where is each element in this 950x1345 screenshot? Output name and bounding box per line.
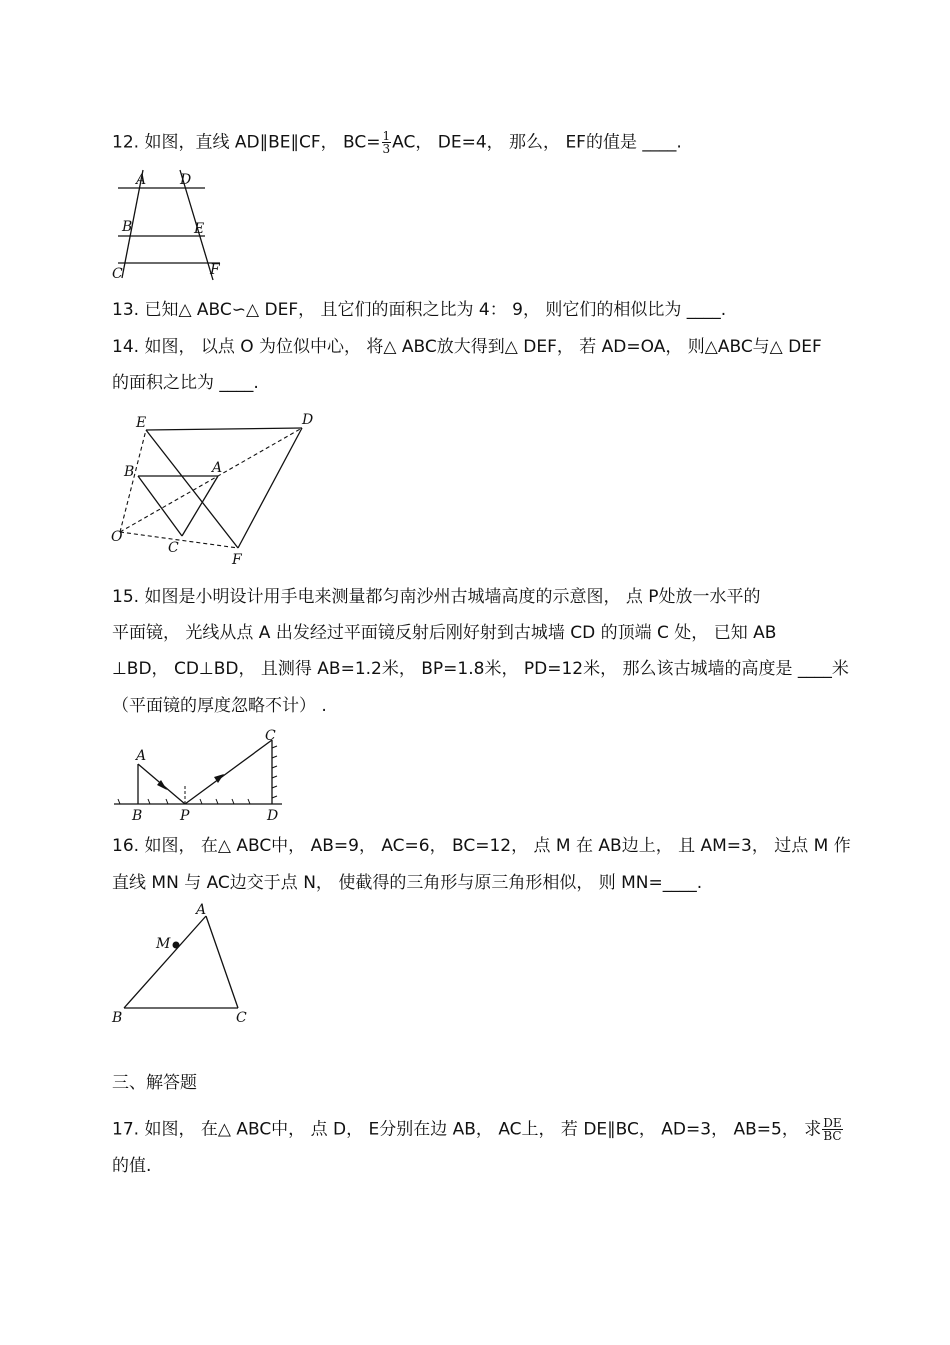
- q12-label-f: F: [210, 262, 220, 278]
- q12-frac-den: 3: [382, 142, 391, 156]
- q16-line1: 16. 如图， 在△ ABC中， AB=9， AC=6， BC=12， 点 M 在 AB边上， 且 AM=3， 过点 M 作: [112, 836, 851, 856]
- q12-frac-num: 1: [382, 129, 391, 143]
- q15-label-d: D: [267, 808, 279, 824]
- q12-label-e: E: [194, 221, 205, 237]
- q17-prefix: 17. 如图， 在△ ABC中， 点 D， E分别在边 AB， AC上， 若 DE∥BC， AD=3， AB=5， 求: [112, 1119, 822, 1140]
- q15-label-b: B: [132, 808, 143, 824]
- q16-label-c: C: [236, 1010, 247, 1026]
- q15-line4: （平面镜的厚度忽略不计） .: [112, 696, 327, 716]
- q12-suffix: AC， DE=4， 那么， EF的值是 ____.: [392, 132, 682, 153]
- q12-fraction: [382, 130, 392, 155]
- q12-label-b: B: [122, 219, 133, 235]
- q17-line2: 的值.: [112, 1156, 152, 1176]
- q15-label-p: P: [180, 808, 190, 824]
- q14-label-d: D: [302, 412, 314, 428]
- q16-label-a: A: [196, 902, 207, 918]
- q12-label-d: D: [180, 172, 192, 188]
- q14-label-a: A: [212, 460, 223, 476]
- q14-figure: [110, 410, 320, 568]
- q15-line1: 15. 如图是小明设计用手电来测量都匀南沙州古城墙高度的示意图， 点 P处放一水平的: [112, 587, 761, 607]
- q17-fraction: [822, 1117, 842, 1142]
- q17-frac-den: BC: [823, 1129, 842, 1143]
- q15-figure: [110, 728, 290, 823]
- q13-text: 13. 已知△ ABC∽△ DEF， 且它们的面积之比为 4： 9， 则它们的相似比为 ____.: [112, 300, 727, 320]
- q12-label-c: C: [112, 266, 123, 282]
- q12-prefix: 12. 如图，直线 AD∥BE∥CF， BC=: [112, 132, 381, 153]
- q12-label-a: A: [136, 172, 147, 188]
- q15-line2: 平面镜， 光线从点 A 出发经过平面镜反射后刚好射到古城墙 CD 的顶端 C 处， 已知 AB: [112, 623, 777, 643]
- q14-line2: 的面积之比为 ____.: [112, 373, 259, 393]
- q14-label-e: E: [136, 415, 147, 431]
- q14-label-o: O: [111, 529, 123, 545]
- q16-label-b: B: [112, 1010, 123, 1026]
- q15-line3: ⊥BD， CD⊥BD， 且测得 AB=1.2米， BP=1.8米， PD=12米， 那么该古城墙的高度是 ____米: [112, 659, 849, 679]
- q12-figure: [110, 168, 220, 283]
- q15-label-c: C: [265, 728, 276, 744]
- q16-figure: [110, 900, 255, 1025]
- q17-text: [112, 1117, 844, 1142]
- q12-text: [112, 130, 682, 155]
- section-heading: 三、解答题: [112, 1073, 197, 1093]
- q14-label-b: B: [124, 464, 135, 480]
- q17-frac-num: DE: [823, 1116, 842, 1130]
- q14-label-f: F: [232, 552, 242, 568]
- q15-label-a: A: [136, 748, 147, 764]
- q16-line2: 直线 MN 与 AC边交于点 N， 使截得的三角形与原三角形相似， 则 MN=____.: [112, 873, 703, 893]
- q14-line1: 14. 如图， 以点 O 为位似中心， 将△ ABC放大得到△ DEF， 若 AD=OA， 则△ABC与△ DEF: [112, 337, 822, 357]
- q16-label-m: M: [156, 936, 171, 952]
- q14-label-c: C: [168, 540, 179, 556]
